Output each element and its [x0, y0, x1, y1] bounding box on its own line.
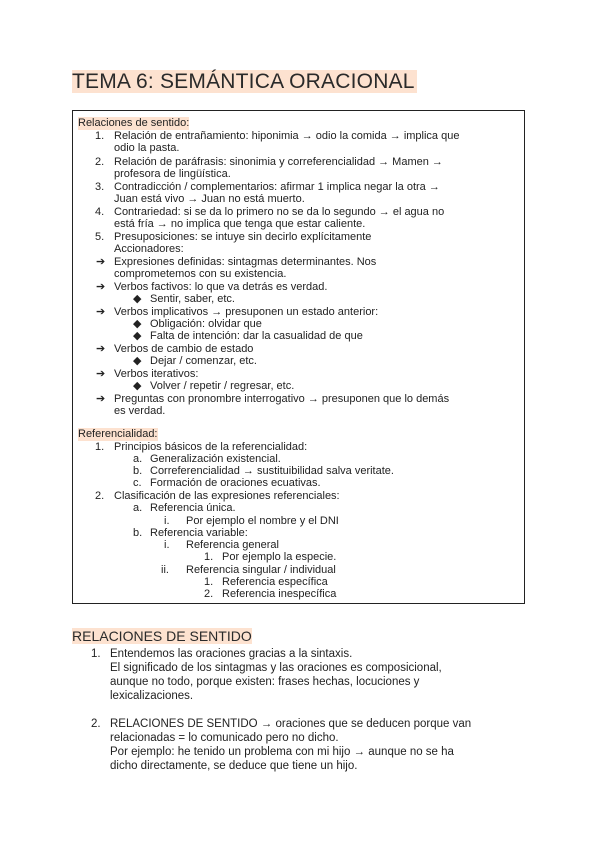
list-item: Verbos implicativos → presuponen un estado anterior:	[114, 306, 379, 318]
list-item-cont: es verdad.	[114, 405, 166, 417]
sub-sub-sub-item: Referencia inespecífica	[222, 588, 337, 600]
list-marker: 1.	[95, 130, 105, 142]
sub-item: Correferencialidad → sustituibilidad salva veritate.	[150, 465, 394, 477]
list-item: Verbos iterativos:	[114, 368, 199, 380]
list-item: Expresiones definidas: sintagmas determinantes. Nos	[114, 256, 377, 268]
list-item-cont: profesora de lingüística.	[114, 168, 231, 180]
list-item-cont: odio la pasta.	[114, 142, 180, 154]
arrow-icon: ➔	[96, 393, 106, 405]
list-item-cont: comprometemos con su existencia.	[114, 268, 287, 280]
list-item: Relación de paráfrasis: sinonimia y correferencialidad → Mamen →	[114, 156, 443, 168]
diamond-icon: ◆	[133, 380, 142, 392]
sub-item: Falta de intención: dar la casualidad de que	[150, 330, 363, 342]
sub-item: Obligación: olvidar que	[150, 318, 262, 330]
sub-item: Referencia única.	[150, 502, 236, 514]
list-item-cont: Accionadores:	[114, 243, 184, 255]
paragraph-line: aunque no todo, porque existen: frases hechas, locuciones y	[110, 676, 420, 688]
list-marker: i.	[164, 539, 170, 551]
list-marker: 1.	[91, 648, 101, 660]
paragraph-line: lexicalizaciones.	[110, 690, 194, 702]
list-item: Contrariedad: si se da lo primero no se da lo segundo → el agua no	[114, 206, 445, 218]
list-marker: 1.	[204, 576, 214, 588]
sub-sub-item: Referencia singular / individual	[186, 564, 336, 576]
sub-item: Generalización existencial.	[150, 453, 281, 465]
arrow-icon: ➔	[96, 368, 106, 380]
section-heading: RELACIONES DE SENTIDO	[72, 628, 252, 644]
paragraph-line: Por ejemplo: he tenido un problema con mi hijo → aunque no se ha	[110, 746, 454, 758]
list-marker: i.	[164, 515, 170, 527]
sub-item: Dejar / comenzar, etc.	[150, 355, 257, 367]
list-item: Presuposiciones: se intuye sin decirlo explícitamente	[114, 231, 372, 243]
sub-sub-item: Por ejemplo el nombre y el DNI	[186, 515, 339, 527]
sub-item: Referencia variable:	[150, 527, 248, 539]
sub-sub-item: Referencia general	[186, 539, 279, 551]
list-marker: 4.	[95, 206, 105, 218]
paragraph-line: RELACIONES DE SENTIDO → oraciones que se deducen porque van	[110, 718, 472, 730]
list-item: Clasificación de las expresiones referenciales:	[114, 490, 340, 502]
list-marker: 2.	[95, 490, 105, 502]
list-item: Relación de entrañamiento: hiponimia → odio la comida → implica que	[114, 130, 460, 142]
sub-item: Sentir, saber, etc.	[150, 293, 235, 305]
sub-sub-sub-item: Referencia específica	[222, 576, 328, 588]
list-item: Contradicción / complementarios: afirmar 1 implica negar la otra →	[114, 181, 440, 193]
list-marker: b.	[133, 465, 143, 477]
list-marker: 5.	[95, 231, 105, 243]
list-item: Preguntas con pronombre interrogativo → presuponen que lo demás	[114, 393, 450, 405]
referencialidad-heading: Referencialidad:	[78, 428, 158, 440]
list-marker: 3.	[95, 181, 105, 193]
list-marker: ii.	[161, 564, 169, 576]
relaciones-heading: Relaciones de sentido:	[78, 117, 190, 129]
paragraph-line: Entendemos las oraciones gracias a la sintaxis.	[110, 648, 353, 660]
sub-item: Formación de oraciones ecuativas.	[150, 477, 321, 489]
arrow-icon: ➔	[96, 281, 106, 293]
list-marker: b.	[133, 527, 143, 539]
list-marker: a.	[133, 453, 143, 465]
list-item: Principios básicos de la referencialidad:	[114, 441, 308, 453]
paragraph-line: dicho directamente, se deduce que tiene un hijo.	[110, 760, 358, 772]
sub-sub-sub-item: Por ejemplo la especie.	[222, 551, 337, 563]
paragraph-line: relacionadas = lo comunicado pero no dicho.	[110, 732, 339, 744]
list-marker: 2.	[204, 588, 214, 600]
diamond-icon: ◆	[133, 330, 142, 342]
list-marker: 2.	[91, 718, 101, 730]
list-marker: 1.	[95, 441, 105, 453]
list-item: Verbos de cambio de estado	[114, 343, 254, 355]
list-item-cont: Juan está vivo → Juan no está muerto.	[114, 193, 305, 205]
arrow-icon: ➔	[96, 306, 106, 318]
arrow-icon: ➔	[96, 256, 106, 268]
diamond-icon: ◆	[133, 293, 142, 305]
arrow-icon: ➔	[96, 343, 106, 355]
list-item: Verbos factivos: lo que va detrás es verdad.	[114, 281, 328, 293]
list-marker: c.	[133, 477, 142, 489]
list-marker: 1.	[204, 551, 214, 563]
page-title: TEMA 6: SEMÁNTICA ORACIONAL	[72, 70, 415, 93]
diamond-icon: ◆	[133, 318, 142, 330]
sub-item: Volver / repetir / regresar, etc.	[150, 380, 295, 392]
list-marker: a.	[133, 502, 143, 514]
list-marker: 2.	[95, 156, 105, 168]
list-item-cont: está fría → no implica que tenga que estar caliente.	[114, 218, 366, 230]
paragraph-line: El significado de los sintagmas y las oraciones es composicional,	[110, 662, 442, 674]
diamond-icon: ◆	[133, 355, 142, 367]
